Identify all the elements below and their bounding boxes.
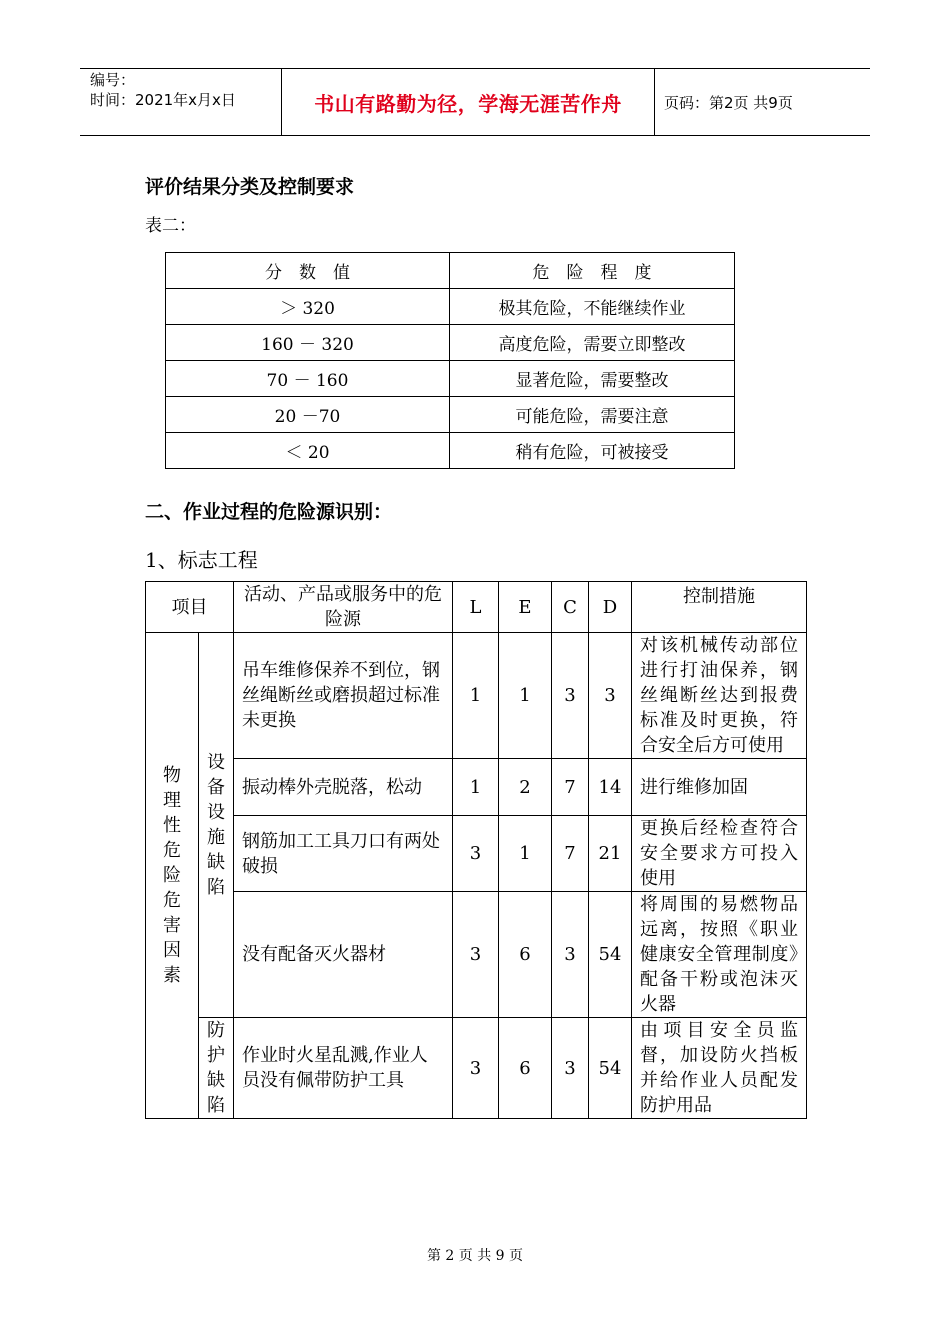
section-title-hazard-identification: 二、作业过程的危险源识别：	[145, 501, 393, 523]
table-row	[166, 325, 735, 361]
C-cell: 3	[552, 633, 589, 759]
control-measure-cell: 更换后经检查符合安全要求方可投入使用	[632, 816, 807, 892]
section-title-evaluation: 评价结果分类及控制要求	[145, 176, 355, 198]
group-cell-protection	[199, 1018, 234, 1119]
E-cell: 1	[499, 816, 552, 892]
score-cell: 70 － 160	[166, 361, 450, 397]
hazard-source-cell: 振动棒外壳脱落，松动	[234, 759, 453, 816]
danger-cell: 高度危险，需要立即整改	[450, 325, 735, 361]
header-L: L	[453, 582, 499, 633]
hazard-source-cell: 作业时火星乱溅,作业人员没有佩带防护工具	[234, 1018, 453, 1119]
score-cell: 20 －70	[166, 397, 450, 433]
table-header-row	[166, 253, 735, 289]
header-number-label: 编号：	[90, 71, 136, 89]
D-cell: 21	[589, 816, 632, 892]
table-row	[146, 1018, 807, 1119]
header-item: 项目	[146, 582, 234, 633]
C-cell: 3	[552, 892, 589, 1018]
control-measure-cell: 由项目安全员监督，加设防火挡板并给作业人员配发防护用品	[632, 1018, 807, 1119]
L-cell: 3	[453, 892, 499, 1018]
group-cell-equipment	[199, 633, 234, 1018]
E-cell: 6	[499, 1018, 552, 1119]
D-cell: 54	[589, 892, 632, 1018]
table-row	[146, 816, 807, 892]
L-cell: 1	[453, 633, 499, 759]
control-measure-cell: 对该机械传动部位进行打油保养，钢丝绳断丝达到报费标准及时更换，符合安全后方可使用	[632, 633, 807, 759]
danger-cell: 稍有危险，可被接受	[450, 433, 735, 469]
header-motto: 书山有路勤为径，学海无涯苦作舟	[314, 92, 622, 116]
hazard-source-cell: 吊车维修保养不到位，钢丝绳断丝或磨损超过标准未更换	[234, 633, 453, 759]
E-cell: 6	[499, 892, 552, 1018]
C-cell: 7	[552, 816, 589, 892]
score-cell: ＞ 320	[166, 289, 450, 325]
header-D: D	[589, 582, 632, 633]
header-danger-level: 危 险 程 度	[450, 253, 735, 289]
risk-level-table	[165, 252, 735, 469]
header-top-rule	[80, 68, 870, 69]
section-subtitle: 1、标志工程	[145, 548, 258, 572]
L-cell: 3	[453, 816, 499, 892]
E-cell: 2	[499, 759, 552, 816]
category-label: 物理性危险危害因素	[163, 765, 181, 986]
hazard-source-cell: 钢筋加工工具刀口有两处破损	[234, 816, 453, 892]
category-cell	[146, 633, 199, 1119]
table-row	[166, 289, 735, 325]
header-C: C	[552, 582, 589, 633]
header-divider-left	[281, 68, 282, 135]
control-measure-cell: 进行维修加固	[632, 759, 807, 816]
table-header-row	[146, 582, 807, 633]
table-row	[166, 397, 735, 433]
score-cell: ＜ 20	[166, 433, 450, 469]
table-row	[146, 633, 807, 759]
header-hazard-source: 活动、产品或服务中的危险源	[234, 582, 453, 633]
table-row	[166, 433, 735, 469]
D-cell: 54	[589, 1018, 632, 1119]
C-cell: 7	[552, 759, 589, 816]
page-footer: 第 2 页 共 9 页	[426, 1248, 524, 1264]
header-time-label: 时间：2021年x月x日	[90, 91, 236, 109]
control-measure-cell: 将周围的易燃物品远离，按照《职业健康安全管理制度》配备干粉或泡沫灭火器	[632, 892, 807, 1018]
D-cell: 14	[589, 759, 632, 816]
header-bottom-rule	[80, 135, 870, 136]
header-control-measures: 控制措施	[632, 582, 807, 633]
E-cell: 1	[499, 633, 552, 759]
header-page-code: 页码：第2页 共9页	[664, 94, 793, 112]
hazard-source-cell: 没有配备灭火器材	[234, 892, 453, 1018]
table-caption: 表二：	[145, 216, 196, 236]
header-score: 分 数 值	[166, 253, 450, 289]
group-label: 设备设施缺陷	[207, 752, 225, 898]
C-cell: 3	[552, 1018, 589, 1119]
table-row	[166, 361, 735, 397]
danger-cell: 极其危险，不能继续作业	[450, 289, 735, 325]
score-cell: 160 － 320	[166, 325, 450, 361]
danger-cell: 可能危险，需要注意	[450, 397, 735, 433]
group-label: 防护缺陷	[207, 1020, 225, 1116]
table-row	[146, 759, 807, 816]
L-cell: 1	[453, 759, 499, 816]
header-divider-right	[654, 68, 655, 135]
danger-cell: 显著危险，需要整改	[450, 361, 735, 397]
table-row	[146, 892, 807, 1018]
header-E: E	[499, 582, 552, 633]
D-cell: 3	[589, 633, 632, 759]
L-cell: 3	[453, 1018, 499, 1119]
hazard-table	[145, 581, 807, 1119]
